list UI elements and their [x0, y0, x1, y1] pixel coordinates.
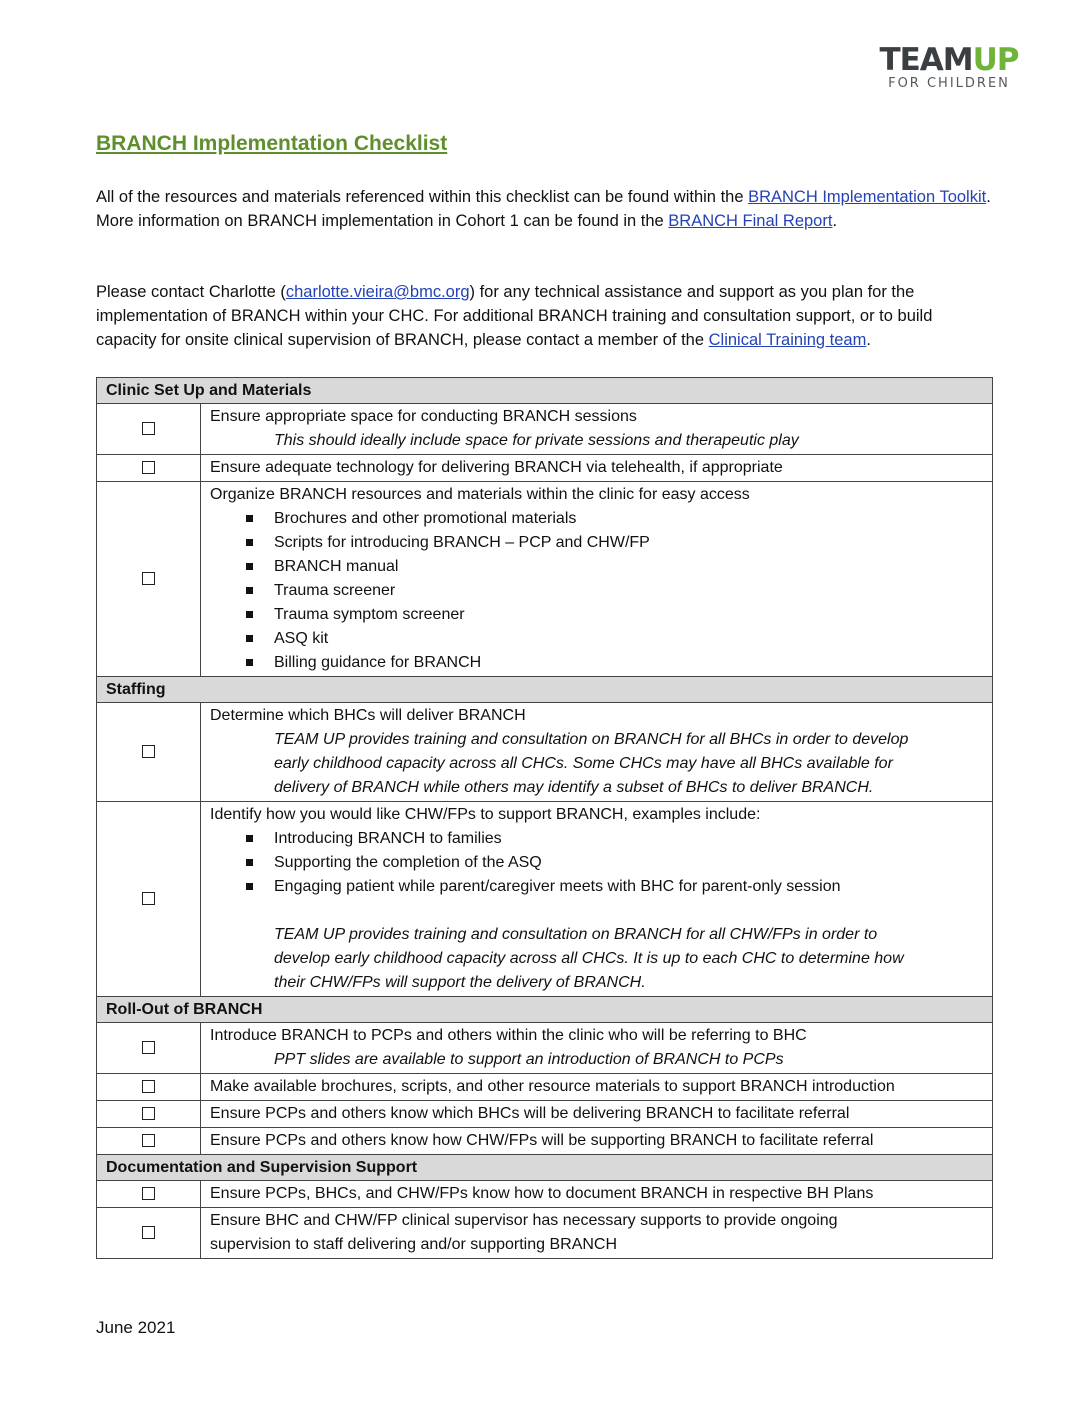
section-header-documentation: Documentation and Supervision Support [97, 1155, 993, 1181]
page-title: BRANCH Implementation Checklist [96, 132, 448, 155]
section-header-clinic: Clinic Set Up and Materials [97, 378, 993, 404]
checkbox[interactable] [142, 422, 155, 435]
checklist-row: Ensure PCPs, BHCs, and CHW/FPs know how to document BRANCH in respective BH Plans [97, 1181, 993, 1208]
checklist-row: Ensure PCPs and others know how CHW/FPs will be supporting BRANCH to facilitate referral [97, 1128, 993, 1155]
bullet-item: ASQ kit [210, 627, 983, 651]
checklist-row: Organize BRANCH resources and materials within the clinic for easy access Brochures and other promotional materials Scripts for introducing BRANCH – PCP and CHW/FP BRANCH manual Trauma screener Trauma symptom screener ASQ kit Billing guidance for BRANCH [97, 482, 993, 677]
toolkit-link[interactable]: BRANCH Implementation Toolkit [748, 188, 987, 206]
section-header-rollout: Roll-Out of BRANCH [97, 997, 993, 1023]
checkbox[interactable] [142, 1134, 155, 1147]
bullet-item: Trauma screener [210, 579, 983, 603]
checklist-row: Ensure adequate technology for delivering BRANCH via telehealth, if appropriate [97, 455, 993, 482]
bullet-item: BRANCH manual [210, 555, 983, 579]
checklist-row: Ensure BHC and CHW/FP clinical supervisor has necessary supports to provide ongoing supervision to staff delivering and/or supporting BRANCH [97, 1208, 993, 1259]
logo-wordmark: TEAMUP [879, 42, 1019, 78]
bullet-item: Brochures and other promotional materials [210, 507, 983, 531]
checklist-row: Introduce BRANCH to PCPs and others within the clinic who will be referring to BHC PPT slides are available to support an introduction of BRANCH to PCPs [97, 1023, 993, 1074]
checklist-row: Make available brochures, scripts, and other resource materials to support BRANCH introduction [97, 1074, 993, 1101]
bullet-item: Introducing BRANCH to families [210, 827, 983, 851]
checklist-row: Determine which BHCs will deliver BRANCH TEAM UP provides training and consultation on BRANCH for all BHCs in order to develop early childhood capacity across all CHCs. Some CHCs may have all BHCs available for delivery of BRANCH while others may identify a subset of BHCs to deliver BRANCH. [97, 703, 993, 802]
checkbox[interactable] [142, 1187, 155, 1200]
section-header-staffing: Staffing [97, 677, 993, 703]
checklist-row: Ensure appropriate space for conducting BRANCH sessions This should ideally include space for private sessions and therapeutic play [97, 404, 993, 455]
logo-tagline: FOR CHILDREN [888, 76, 1010, 91]
document-date: June 2021 [96, 1318, 176, 1337]
contact-paragraph: Please contact Charlotte (charlotte.vieira@bmc.org) for any technical assistance and support as you plan for the implementation of BRANCH within your CHC. For additional BRANCH training and consultation support, or to build capacity for onsite clinical supervision of BRANCH, please contact a member of the Clinical Training team. [96, 283, 933, 349]
bullet-item: Engaging patient while parent/caregiver meets with BHC for parent-only session [210, 875, 983, 899]
bullet-item: Trauma symptom screener [210, 603, 983, 627]
checkbox[interactable] [142, 1107, 155, 1120]
bullet-item: Supporting the completion of the ASQ [210, 851, 983, 875]
checkbox[interactable] [142, 1041, 155, 1054]
checklist-table [96, 377, 993, 1259]
checkbox[interactable] [142, 1080, 155, 1093]
bullet-item: Scripts for introducing BRANCH – PCP and CHW/FP [210, 531, 983, 555]
checkbox[interactable] [142, 1226, 155, 1239]
checkbox[interactable] [142, 892, 155, 905]
clinical-training-link[interactable]: Clinical Training team [708, 331, 867, 349]
bullet-item: Billing guidance for BRANCH [210, 651, 983, 675]
intro-paragraph: All of the resources and materials referenced within this checklist can be found within the BRANCH Implementation Toolkit. More information on BRANCH implementation in Cohort 1 can be found in the BRANCH Final Report. [96, 188, 991, 230]
checkbox[interactable] [142, 461, 155, 474]
team-up-logo [858, 42, 1040, 98]
checklist-row: Identify how you would like CHW/FPs to support BRANCH, examples include: Introducing BRANCH to families Supporting the completion of the ASQ Engaging patient while parent/caregiver meets with BHC for parent-only session TEAM UP provides training and consultation on BRANCH for all CHW/FPs in order to develop early childhood capacity across all CHCs. It is up to each CHC to determine how their CHW/FPs will support the delivery of BRANCH. [97, 802, 993, 997]
email-link[interactable]: charlotte.vieira@bmc.org [285, 283, 470, 301]
final-report-link[interactable]: BRANCH Final Report [668, 212, 833, 230]
checkbox[interactable] [142, 572, 155, 585]
checklist-row: Ensure PCPs and others know which BHCs will be delivering BRANCH to facilitate referral [97, 1101, 993, 1128]
checkbox[interactable] [142, 745, 155, 758]
